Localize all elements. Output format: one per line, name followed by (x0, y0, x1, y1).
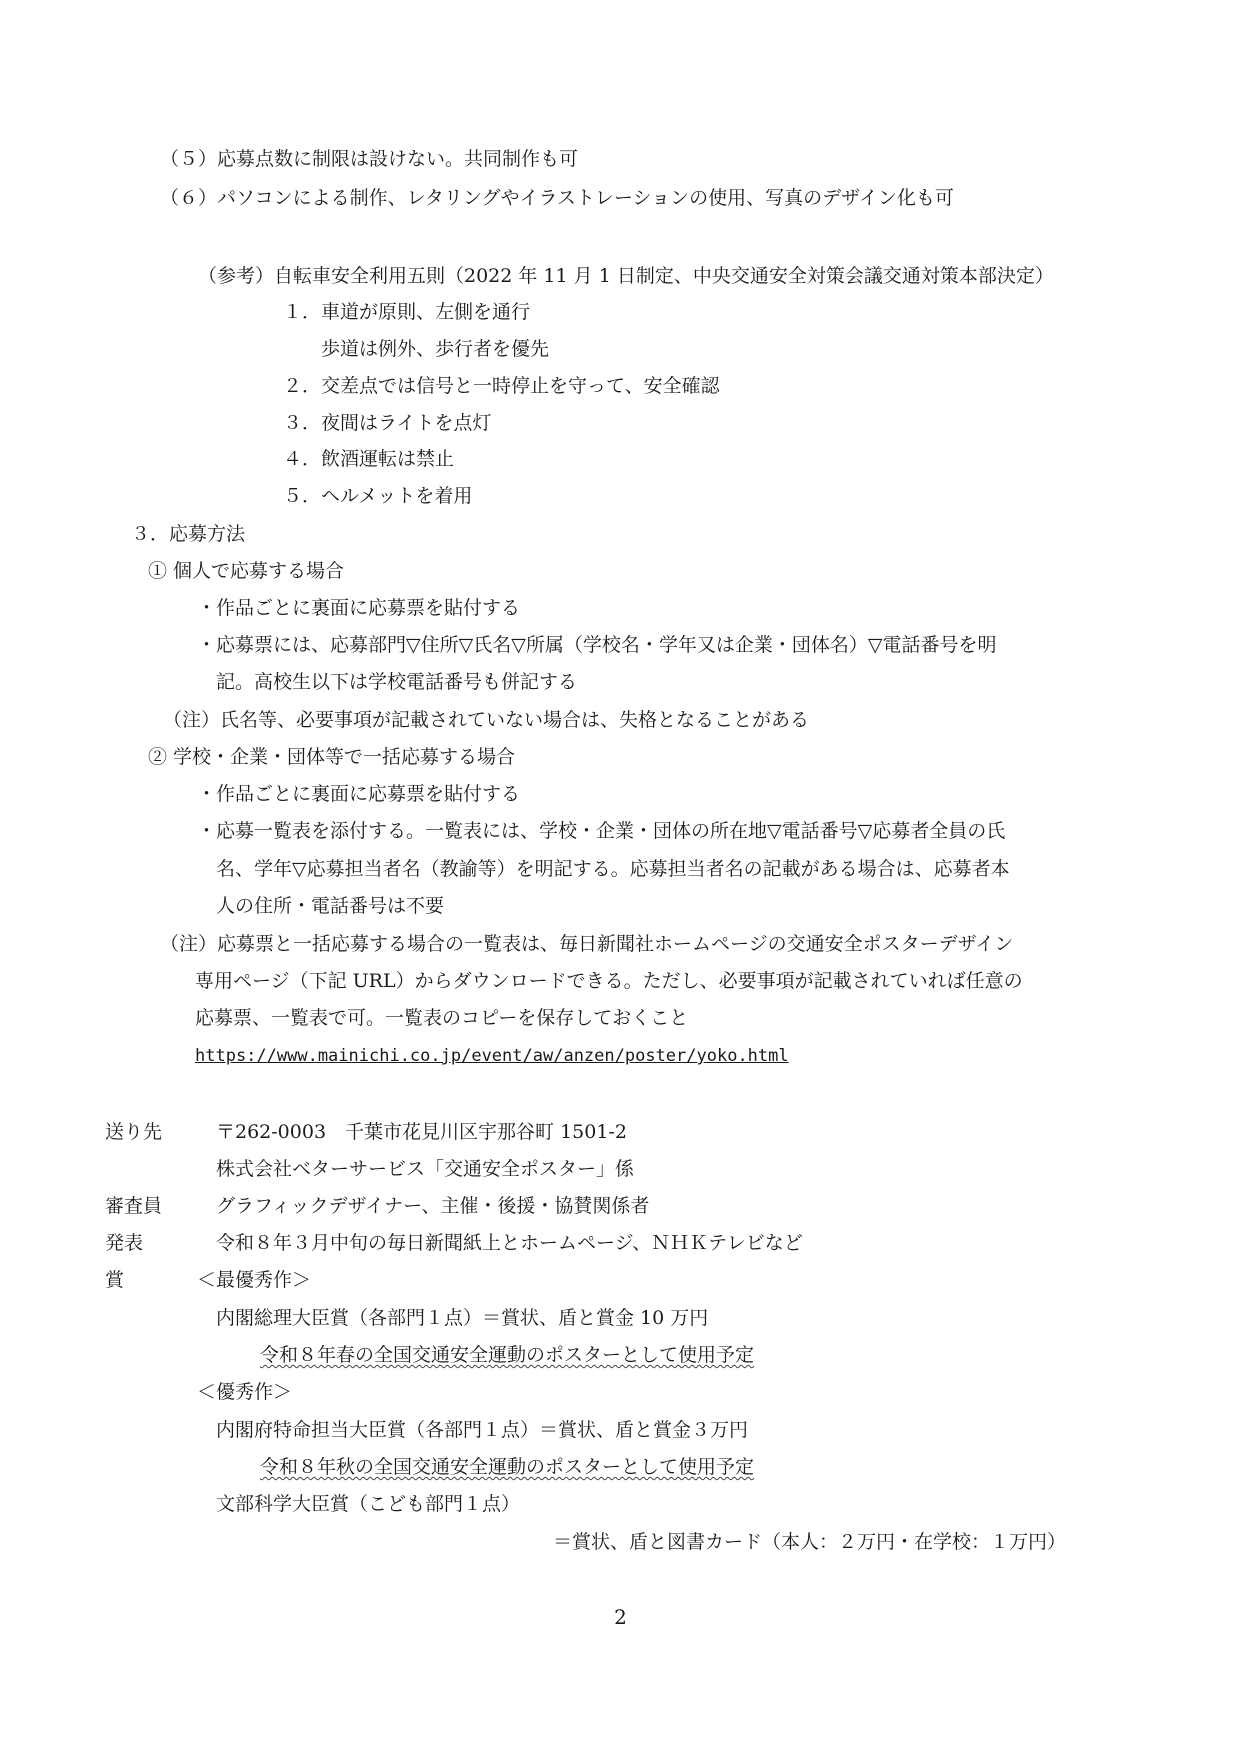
download-note-cont: 専用ページ（下記 URL）からダウンロードできる。ただし、必要事項が記載されていれば任意の (195, 970, 1023, 992)
download-note: （注）応募票と一括応募する場合の一覧表は、毎日新聞社ホームページの交通安全ポスターデザイン (160, 933, 1014, 955)
reference-rule-2: ２．交差点では信号と一時停止を守って、安全確認 (283, 375, 720, 397)
case-2-bullet-2-cont2: 人の住所・電話番号は不要 (216, 895, 445, 917)
case-1-bullet-1: ・作品ごとに裏面に応募票を貼付する (197, 597, 521, 619)
reference-rule-4: ４．飲酒運転は禁止 (283, 448, 455, 470)
send-label: 送り先 (105, 1121, 163, 1143)
download-note-cont2: 応募票、一覧表で可。一覧表のコピーを保存しておくこと (195, 1007, 689, 1029)
reference-rule-1-sub: 歩道は例外、歩行者を優先 (321, 338, 550, 360)
method-heading: ３．応募方法 (131, 523, 246, 545)
reference-title: （参考）自転車安全利用五則（2022 年 11 月 1 日制定、中央交通安全対策会議交通対策本部決定） (198, 265, 1054, 287)
item-6: （６）パソコンによる制作、レタリングやイラストレーションの使用、写真のデザイン化も可 (160, 187, 954, 209)
judges-value: グラフィックデザイナー、主催・後援・協賛関係者 (216, 1195, 650, 1217)
excellent-prize-2-detail: ＝賞状、盾と図書カード（本人：２万円・在学校：１万円） (553, 1531, 1067, 1553)
judges-label: 審査員 (105, 1195, 163, 1217)
case-1-heading: ① 個人で応募する場合 (148, 560, 345, 582)
case-2-heading: ② 学校・企業・団体等で一括応募する場合 (148, 746, 516, 768)
item-5: （５）応募点数に制限は設けない。共同制作も可 (160, 148, 579, 170)
excellent-prize-2: 文部科学大臣賞（こども部門１点） (216, 1493, 521, 1515)
excellent-heading: ＜優秀作＞ (197, 1381, 293, 1403)
excellent-prize-1-use: 令和８年秋の全国交通安全運動のポスターとして使用予定 (260, 1456, 755, 1478)
case-1-bullet-2-cont: 記。高校生以下は学校電話番号も併記する (216, 671, 578, 693)
case-2-bullet-1: ・作品ごとに裏面に応募票を貼付する (197, 783, 521, 805)
case-1-bullet-2: ・応募票には、応募部門▽住所▽氏名▽所属（学校名・学年又は企業・団体名）▽電話番号を明 (197, 634, 997, 656)
announce-value: 令和８年３月中旬の毎日新聞紙上とホームページ、ＮＨＫテレビなど (216, 1232, 803, 1254)
case-2-bullet-2: ・応募一覧表を添付する。一覧表には、学校・企業・団体の所在地▽電話番号▽応募者全員の氏 (197, 820, 1006, 842)
reference-rule-3: ３．夜間はライトを点灯 (283, 412, 492, 434)
prize-label: 賞 (105, 1269, 125, 1291)
top-prize: 内閣総理大臣賞（各部門１点）＝賞状、盾と賞金 10 万円 (216, 1307, 709, 1329)
top-prize-heading: ＜最優秀作＞ (197, 1269, 312, 1291)
announce-label: 発表 (105, 1232, 144, 1254)
send-address: 〒262-0003 千葉市花見川区宇那谷町 1501-2 (216, 1121, 627, 1143)
send-recipient: 株式会社ベターサービス「交通安全ポスター」係 (216, 1158, 635, 1180)
page-number: 2 (614, 1605, 627, 1629)
reference-rule-1: １．車道が原則、左側を通行 (283, 301, 531, 323)
excellent-prize-1: 内閣府特命担当大臣賞（各部門１点）＝賞状、盾と賞金３万円 (216, 1419, 749, 1441)
case-1-note: （注）氏名等、必要事項が記載されていない場合は、失格となることがある (163, 709, 810, 731)
reference-rule-5: ５．ヘルメットを着用 (283, 485, 473, 507)
top-prize-use: 令和８年春の全国交通安全運動のポスターとして使用予定 (260, 1344, 755, 1366)
download-url-link[interactable]: https://www.mainichi.co.jp/event/aw/anzen/poster/yoko.html (195, 1046, 789, 1066)
case-2-bullet-2-cont: 名、学年▽応募担当者名（教諭等）を明記する。応募担当者名の記載がある場合は、応募者本 (216, 858, 1010, 880)
